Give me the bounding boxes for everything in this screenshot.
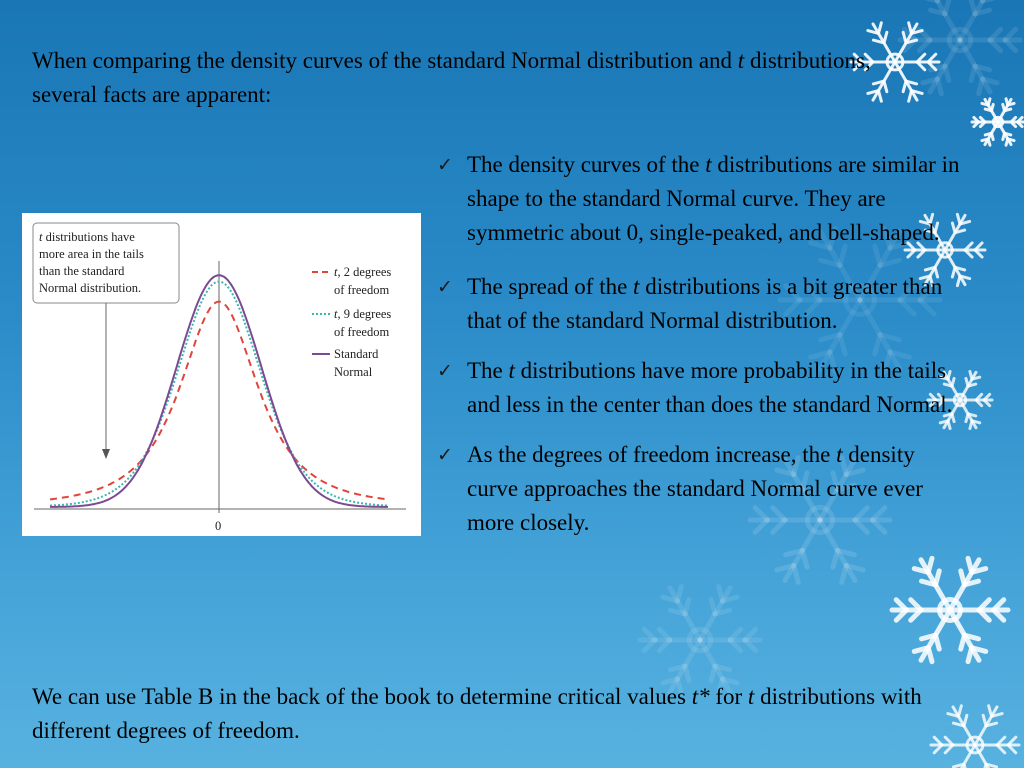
checkmark-icon: ✓ — [437, 360, 453, 382]
bullet-item: ✓ The spread of the t distributions is a bit greater than that of the standard Normal distribution. — [437, 270, 967, 338]
legend-normal-line-2: Normal — [334, 365, 373, 379]
legend-t2-line-1: t, 2 degrees — [334, 265, 392, 279]
checkmark-icon: ✓ — [437, 444, 453, 466]
bullet-item: ✓ The density curves of the t distributions are similar in shape to the standard Normal curve. They are symmetric about 0, single-peaked, and bell-shaped. — [437, 148, 967, 250]
legend-t2-line-2: of freedom — [334, 283, 390, 297]
callout-arrowhead — [102, 449, 110, 459]
checkmark-icon: ✓ — [437, 276, 453, 298]
x-tick-label-0: 0 — [215, 519, 222, 533]
density-curves-figure — [22, 213, 421, 536]
callout-line-4: Normal distribution. — [39, 281, 142, 295]
bullet-list — [437, 148, 967, 556]
legend-t9-line-1: t, 9 degrees — [334, 307, 392, 321]
bullet-item: ✓ The t distributions have more probability in the tails and less in the center than does the standard Normal. — [437, 354, 967, 422]
outro-text: We can use Table B in the back of the book to determine critical values t* for t distributions with different degrees of freedom. — [32, 684, 922, 743]
callout-line-1: t distributions have — [39, 230, 135, 244]
density-chart — [22, 213, 421, 536]
intro-text: When comparing the density curves of the standard Normal distribution and t distributions, several facts are apparent: — [32, 48, 871, 107]
checkmark-icon: ✓ — [437, 154, 453, 176]
snowflake-icon — [892, 558, 1008, 661]
callout-line-3: than the standard — [39, 264, 125, 278]
legend-normal-line-1: Standard — [334, 347, 379, 361]
legend-t9-line-2: of freedom — [334, 325, 390, 339]
bullet-item: ✓ As the degrees of freedom increase, the t density curve approaches the standard Normal curve ever more closely. — [437, 438, 967, 540]
callout-line-2: more area in the tails — [39, 247, 144, 261]
snowflake-icon — [972, 99, 1024, 145]
snowflake-icon — [640, 587, 760, 694]
